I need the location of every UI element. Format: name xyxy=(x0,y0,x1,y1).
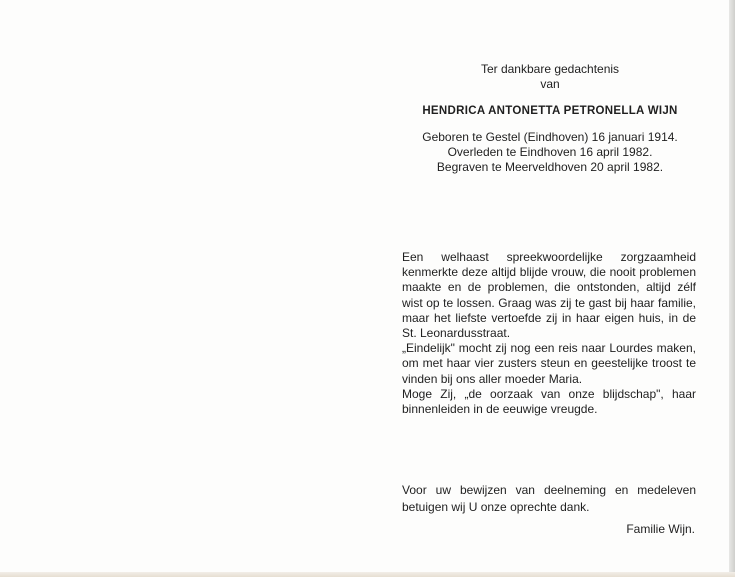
dedication-line: Ter dankbare gedachtenis xyxy=(480,62,620,76)
card-edge-bottom xyxy=(0,572,735,577)
memorial-paragraph-2: „Eindelijk" mocht zij nog een reis naar Lourdes maken, om met haar vier zusters steun en geestelijke troost te vinden bij ons aller moeder Maria. xyxy=(402,341,696,386)
birth-line: Geboren te Gestel (Eindhoven) 16 januari 1914. xyxy=(422,130,678,144)
death-line: Overleden te Eindhoven 16 april 1982. xyxy=(447,145,653,159)
card-edge-right xyxy=(729,0,735,577)
deceased-name: HENDRICA ANTONETTA PETRONELLA WIJN xyxy=(422,105,678,117)
burial-line: Begraven te Meerveldhoven 20 april 1982. xyxy=(436,160,664,174)
life-dates xyxy=(400,130,700,175)
memorial-paragraph-1: Een welhaast spreekwoordelijke zorgzaamheid kenmerkte deze altijd blijde vrouw, die nooit problemen maakte en de problemen, die ontstonden, altijd zélf wist op te lossen. Graag was zij te gast bij haar familie, maar het liefste vertoefde zij in haar eigen huis, in de St. Leonardusstraat. xyxy=(402,250,696,341)
card-header xyxy=(400,62,700,175)
memorial-paragraph-3: Moge Zij, „de oorzaak van onze blijdschap", haar binnenleiden in de eeuwige vreugde. xyxy=(402,386,696,417)
dedication-van: van xyxy=(540,77,560,91)
thank-you-note xyxy=(402,482,696,516)
thank-you-text: Voor uw bewijzen van deelneming en medeleven betuigen wij U onze oprechte dank. xyxy=(402,483,696,514)
family-signature: Familie Wijn. xyxy=(626,522,695,536)
memorial-text xyxy=(402,250,696,417)
